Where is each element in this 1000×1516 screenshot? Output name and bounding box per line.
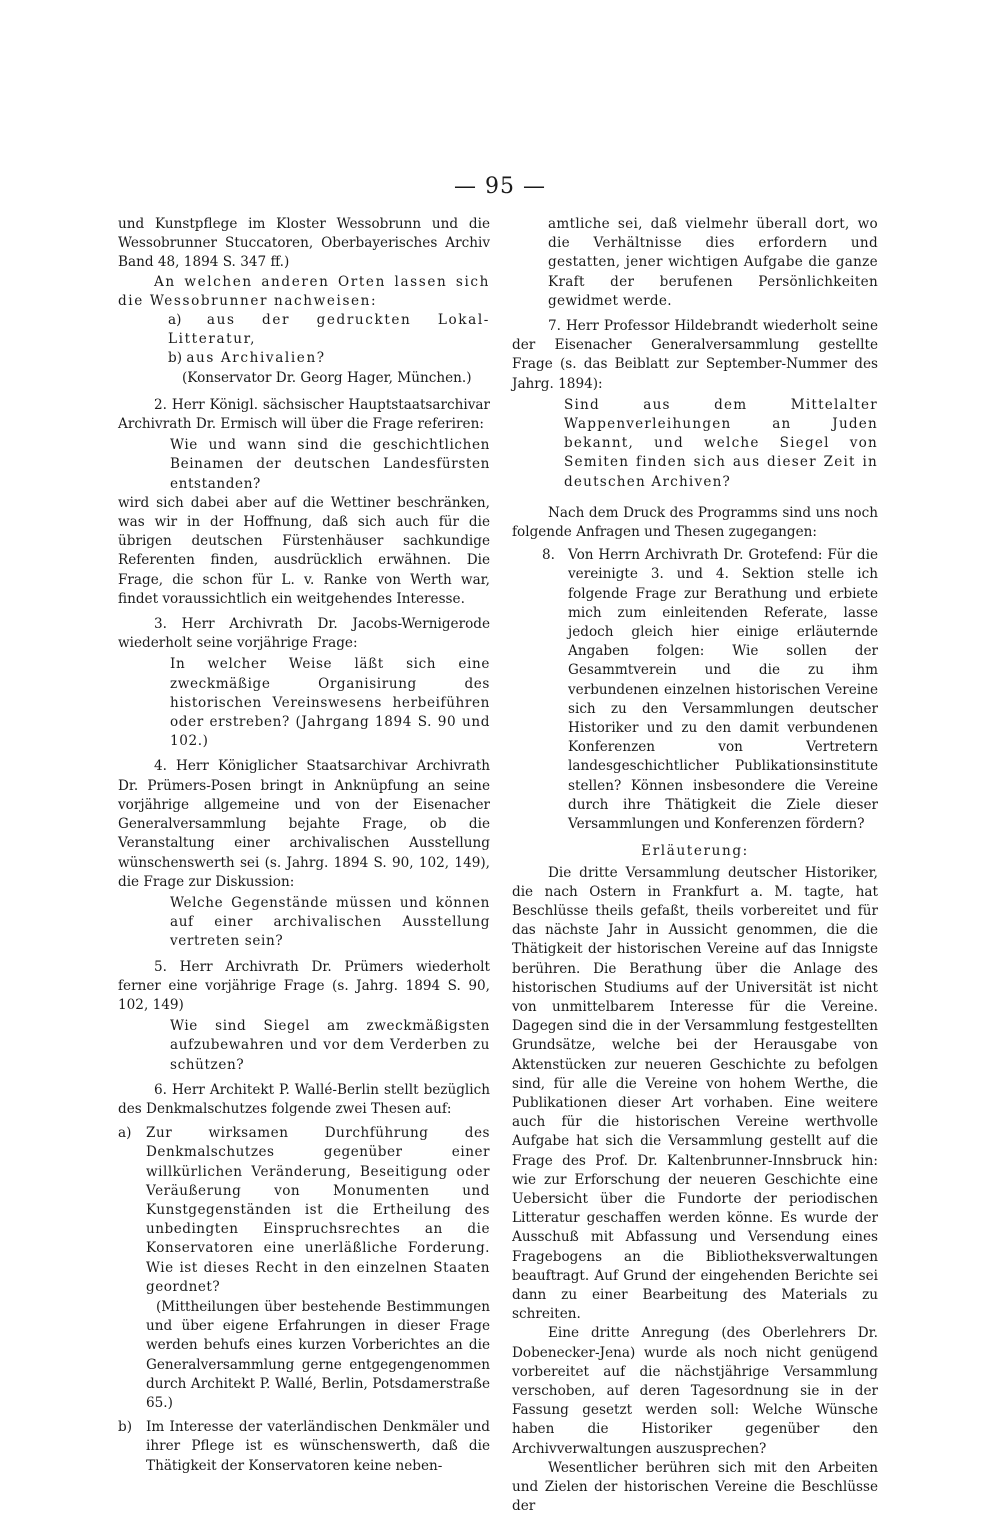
paragraph-6: 6. Herr Architekt P. Wallé-Berlin stellt bezüglich des Denkmalschutzes folgende zwei Thesen auf: — [118, 1081, 490, 1117]
sub-label-b: b) — [168, 350, 183, 367]
paragraph-5: 5. Herr Archivrath Dr. Prümers wiederholt ferner eine vorjährige Frage (s. Jahrg. 1894 S. 90, 102, 149) — [118, 958, 490, 1013]
paragraph-4: 4. Herr Königlicher Staatsarchivar Archivrath Dr. Prümers-Posen bringt in Anknüpfung an seine vorjährige allgemeine und von der Eisenacher Generalversammlung bejahte Frage, ob die Veranstaltung einer archivalischen Ausstellung wünschenswerth sei (s. Jahrg. 1894 S. 90, 102, 149), die Frage zur Diskussion: — [118, 758, 490, 890]
section-heading: Erläuterung: — [641, 843, 749, 860]
question-4: Welche Gegenstände müssen und können auf einer archivalischen Ausstellung vertreten sein? — [170, 894, 490, 950]
paragraph-wessobrunn: und Kunstpflege im Kloster Wessobrunn und die Wessobrunner Stuccatoren, Oberbayerisches Archiv Band 48, 1894 S. 347 ff.) — [118, 216, 490, 271]
explanation-2: Eine dritte Anregung (des Oberlehrers Dr. Dobenecker-Jena) wurde als noch nicht genügend vorbereitet auf die nächstjährige Versammlung verschoben, auf deren Tagesordnung sie in der Fassung gesetzt werden soll: Welche Wünsche haben die Historiker gegenüber den Archivverwaltungen auszusprechen? — [512, 1325, 878, 1457]
paragraph-2-cont: wird sich dabei aber auf die Wettiner beschränken, was wir in der Hoffnung, daß sich auch für die übrigen deutschen Fürstenhäuser sachkundige Referenten finden, ausdrücklich erwähnen. Die Frage, die schon für L. v. Ranke von Werth war, findet voraussichtlich ein weitgehendes Interesse. — [118, 494, 490, 607]
question-2: Wie und wann sind die geschichtlichen Beinamen der deutschen Landesfürsten entstanden? — [170, 437, 490, 492]
paragraph-3: 3. Herr Archivrath Dr. Jacobs-Wernigerode wiederholt seine vorjährige Frage: — [118, 616, 490, 652]
thesis-b-cont: amtliche sei, daß vielmehr überall dort, wo die Verhältnisse dies erfordern und gestatten, jener wichtigen Aufgabe die ganze Kraft der berufenen Persönlichkeiten gewidmet werde. — [548, 216, 878, 309]
item-8-label: 8. — [542, 547, 555, 564]
explanation-1: Die dritte Versammlung deutscher Historiker, die nach Ostern in Frankfurt a. M. tagte, hat Beschlüsse theils gefaßt, theils vorbereitet und für das nächste Jahr in Aussicht genommen, die die Thätigkeit der historischen Vereine auf das Innigste berühren. Die Berathung über die Anlage des historischen Studiums auf der Universität ist nicht von unmittelbarem Interesse für die Vereine. Dagegen sind die in der Versammlung festgestellten Grundsätze, welche bei der Herausgabe von Aktenstücken zur neueren Geschichte zu befolgen sind, für alle die Vereine von hohem Werthe, die Publikationen dieser Art vorhaben. Eine weitere auch für die historischen Vereine werthvolle Aufgabe hat sich die Versammlung gestellt auf die Frage des Prof. Dr. Kaltenbrunner-Innsbruck hin: wie zur Erforschung der neueren Geschichte eine Uebersicht über die Fundorte der periodischen Litteratur geschaffen werden könne. Es wurde der Ausschuß mit Abfassung und Versendung eines Fragebogens an die Bibliotheksverwaltungen beauftragt. Auf Grund der eingehenden Berichte sei dann zu einer Bearbeitung des Materials zu schreiten. — [512, 864, 878, 1323]
sub-item-a — [168, 311, 490, 349]
left-column — [118, 215, 490, 1476]
page-number: — 95 — — [454, 174, 546, 199]
sub-item-b — [168, 349, 490, 368]
thesis-b-label: b) — [118, 1419, 133, 1436]
explanation-3: Wesentlicher berühren sich mit den Arbeiten und Zielen der historischen Vereine die Beschlüsse der — [512, 1459, 878, 1515]
thesis-a-note: (Mittheilungen über bestehende Bestimmungen und über eigene Erfahrungen in dieser Frage werden behufs eines kurzen Vorberichtes an die Generalversammlung gerne entgegengenommen durch Architekt P. Wallé, Berlin, Potsdamerstraße 65.) — [146, 1298, 490, 1411]
question-wessobrunn: An welchen anderen Orten lassen sich die Wessobrunner nachweisen: — [118, 273, 490, 309]
question-7: Sind aus dem Mittelalter Wappenverleihungen an Juden bekannt, und welche Siegel von Semiten finden sich aus dieser Zeit in deutschen Archiven? — [564, 396, 878, 490]
paragraph-2: 2. Herr Königl. sächsischer Hauptstaatsarchivar Archivrath Dr. Ermisch will über die Frage referiren: — [118, 396, 490, 433]
thesis-a — [118, 1124, 490, 1413]
author-note: (Konservator Dr. Georg Hager, München.) — [182, 369, 472, 386]
item-8-text: Von Herrn Archivrath Dr. Grotefend: Für die vereinigte 3. und 4. Sektion stelle ich folgende Frage zur Berathung und erbiete mich zum einleitenden Referate, lasse jedoch gleich hier einige erläuternde Angaben folgen: Wie sollen der Gesammtverein und die zu ihm verbundenen einzelnen historischen Vereine sich zu den Versammlungen deutscher Historiker und zu den damit verbundenen Konferenzen von Vertretern landesgeschichtlicher Publikationsinstitute stellen? Können insbesondere die Vereine durch ihre Thätigkeit die Ziele dieser Versammlungen und Konferenzen fördern? — [568, 547, 878, 833]
question-5: Wie sind Siegel am zweckmäßigsten aufzubewahren und vor dem Verderben zu schützen? — [170, 1018, 490, 1073]
question-3: In welcher Weise läßt sich eine zweckmäßige Organisirung des historischen Vereinswesens herbeiführen oder erstreben? (Jahrgang 1894 S. 90 und 102.) — [170, 656, 490, 750]
paragraph-additional: Nach dem Druck des Programms sind uns noch folgende Anfragen und Thesen zugegangen: — [512, 504, 878, 541]
paragraph-7: 7. Herr Professor Hildebrandt wiederholt seine der Eisenacher Generalversammlung gestellte Frage (s. das Beiblatt zur September-Nummer des Jahrg. 1894): — [512, 318, 878, 392]
thesis-a-text: Zur wirksamen Durchführung des Denkmalschutzes gegenüber einer willkürlichen Veränderung, Beseitigung oder Veräußerung von Monumenten und Kunstgegenständen ist die Ertheilung des unbedingten Einspruchsrechtes an die Konservatoren eine unerläßliche Forderung. Wie ist dieses Recht in den einzelnen Staaten geordnet? — [146, 1125, 490, 1295]
thesis-b — [118, 1418, 490, 1476]
item-8 — [512, 546, 878, 834]
right-column — [512, 215, 878, 1516]
thesis-a-label: a) — [118, 1125, 132, 1142]
thesis-b-text: Im Interesse der vaterländischen Denkmäler und ihrer Pflege ist es wünschenswerth, daß die Thätigkeit der Konservatoren keine neben- — [146, 1419, 490, 1474]
sub-text-b: aus Archivalien? — [186, 350, 326, 367]
sub-label-a: a) — [168, 312, 182, 329]
sub-text-a: aus der gedruckten Lokal-Litteratur, — [168, 312, 490, 348]
